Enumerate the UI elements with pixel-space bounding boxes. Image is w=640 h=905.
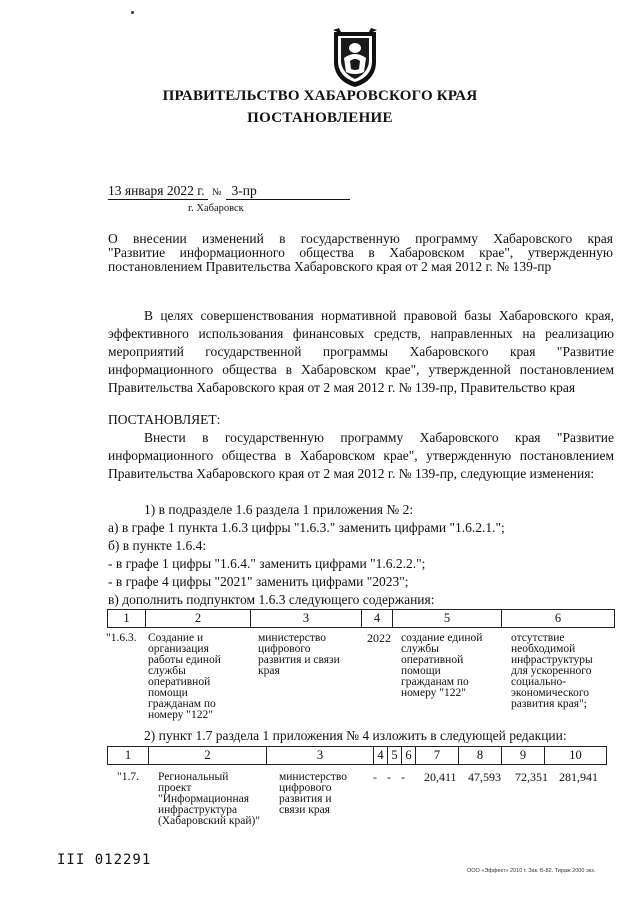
table1-row-year: 2022 [367,631,391,645]
date-number-line [108,183,350,200]
form-serial-number: III 012291 [57,852,152,868]
table2-col-6: 6 [402,747,416,765]
intro-paragraph: Внести в государственную программу Хабаровского края "Развитие информационного общества в Хабаровском крае", утвержденную постановлением Правительства Хабаровского края от 2 мая 2012 г. № 139-пр, следующие изменения: [108,430,614,481]
table2-row-executor [279,772,369,816]
table1-result-line: помощи [401,665,441,677]
table1-name-line: работы единой [148,654,221,666]
table1-consequence-line: инфраструктуры [511,654,593,666]
table1-result-line: гражданам по [401,676,469,688]
table1-col-2: 2 [146,610,251,628]
item-1b-2: - в графе 4 цифры "2021" заменить цифрами "2023"; [108,574,409,589]
subject-line-1: О внесении изменений в государственную программу Хабаровского края [108,231,613,246]
table2-row-number: "1.7. [117,771,139,783]
table2-col-9: 9 [502,747,545,765]
table1-name-line: оперативной [148,676,211,688]
coat-of-arms-emblem [330,28,380,88]
table1-result-line: номеру "122" [401,687,466,699]
item-1: 1) в подразделе 1.6 раздела 1 приложения № 2: [144,502,414,517]
table2-col-4: 4 [374,747,388,765]
table1-col-6: 6 [502,610,615,628]
table2-col-3: 3 [267,747,374,765]
city-label: г. Хабаровск [188,203,244,214]
table1-name-line: номеру "122" [148,709,213,721]
document-number: 3-пр [226,183,350,200]
table1-name-line: организация [148,643,209,655]
printer-imprint: ООО «Эффект» 2010 г. Зак. Б-82. Тираж 2000 экз. [467,868,596,874]
table2-cell-9: 72,351 [515,770,548,784]
item-1b-1: - в графе 1 цифры "1.6.4." заменить цифрами "1.6.2.2."; [108,556,426,571]
subject-line-3: постановлением Правительства Хабаровского края от 2 мая 2012 г. № 139-пр [108,259,552,274]
table1-name-line: гражданам по [148,698,216,710]
item-2: 2) пункт 1.7 раздела 1 приложения № 4 изложить в следующей редакции: [144,728,567,743]
table2-cell-5: - [387,770,391,784]
table1-col-4: 4 [362,610,393,628]
table1-consequence-line: для ускоренного [511,665,592,677]
table2-name-line: инфраструктура [158,804,238,816]
scan-dot [131,11,134,14]
table2-col-5: 5 [388,747,402,765]
table2-cell-6: - [401,770,405,784]
table2-header [107,746,607,765]
table1-result-line: службы [401,643,439,655]
preamble-paragraph: В целях совершенствования нормативной правовой базы Хабаровского края, эффективного использования финансовых средств, направленных на реализацию мероприятий государственной программы Хабаровского края "Развитие информационного общества в Хабаровском крае", утвержденной постановлением Правительства Хабаровского края от 2 мая 2012 г. № 139-пр, Правительство края [108,308,614,395]
table1-executor-line: цифрового [258,643,311,655]
table2-col-10: 10 [545,747,607,765]
table1-consequence-line: экономического [511,687,590,699]
table1-executor-line: министерство [258,632,326,644]
table1-row-number: "1.6.3. [106,632,137,644]
number-sign: № [212,187,222,198]
table1-name-line: службы [148,665,186,677]
table2-col-2: 2 [149,747,267,765]
table2-executor-line: связи края [279,804,330,816]
table1-consequence-line: необходимой [511,643,576,655]
document-subject [108,232,613,274]
table1-consequence-line: отсутствие [511,632,565,644]
table1-row-consequence [511,633,615,710]
table2-cell-4: - [373,770,377,784]
table1-result-line: оперативной [401,654,464,666]
item-1a: а) в графе 1 пункта 1.6.3 цифры "1.6.3." заменить цифрами "1.6.2.1."; [108,520,505,535]
decree-word: ПОСТАНОВЛЯЕТ: [108,412,221,427]
table2-cell-7: 20,411 [424,770,457,784]
table2-col-1: 1 [108,747,149,765]
table2-name-line: Региональный [158,771,229,783]
table1-consequence-line: социально- [511,676,567,688]
table1-col-5: 5 [393,610,502,628]
table2-row-name [158,772,273,827]
table1-col-1: 1 [108,610,146,628]
table1-name-line: помощи [148,687,188,699]
table1-header [107,609,615,628]
table2-name-line: "Информационная [158,793,249,805]
table2-executor-line: развития и [279,793,332,805]
table2-col-8: 8 [459,747,502,765]
table1-row-executor [258,633,363,677]
table1-consequence-line: развития края"; [511,698,587,710]
government-title: ПРАВИТЕЛЬСТВО ХАБАРОВСКОГО КРАЯ [162,88,478,104]
table2-cell-10: 281,941 [559,770,598,784]
document-date: 13 января 2022 г. [108,183,208,200]
item-1c: в) дополнить подпунктом 1.6.3 следующего содержания: [108,592,435,607]
table2-name-line: (Хабаровский край)" [158,815,261,827]
table1-row-result [401,633,505,699]
document-type-title: ПОСТАНОВЛЕНИЕ [247,110,393,126]
table2-executor-line: цифрового [279,782,332,794]
table1-name-line: Создание и [148,632,204,644]
table2-col-7: 7 [416,747,459,765]
table1-result-line: создание единой [401,632,483,644]
table2-executor-line: министерство [279,771,347,783]
table1-col-3: 3 [251,610,362,628]
subject-line-2: "Развитие информационного общества в Хабаровском крае", утвержденную [108,245,613,260]
item-1b: б) в пункте 1.6.4: [108,538,207,553]
table1-executor-line: края [258,665,280,677]
table1-row-name [148,633,248,721]
table2-cell-8: 47,593 [468,770,501,784]
table1-executor-line: развития и связи [258,654,340,666]
table2-name-line: проект [158,782,192,794]
